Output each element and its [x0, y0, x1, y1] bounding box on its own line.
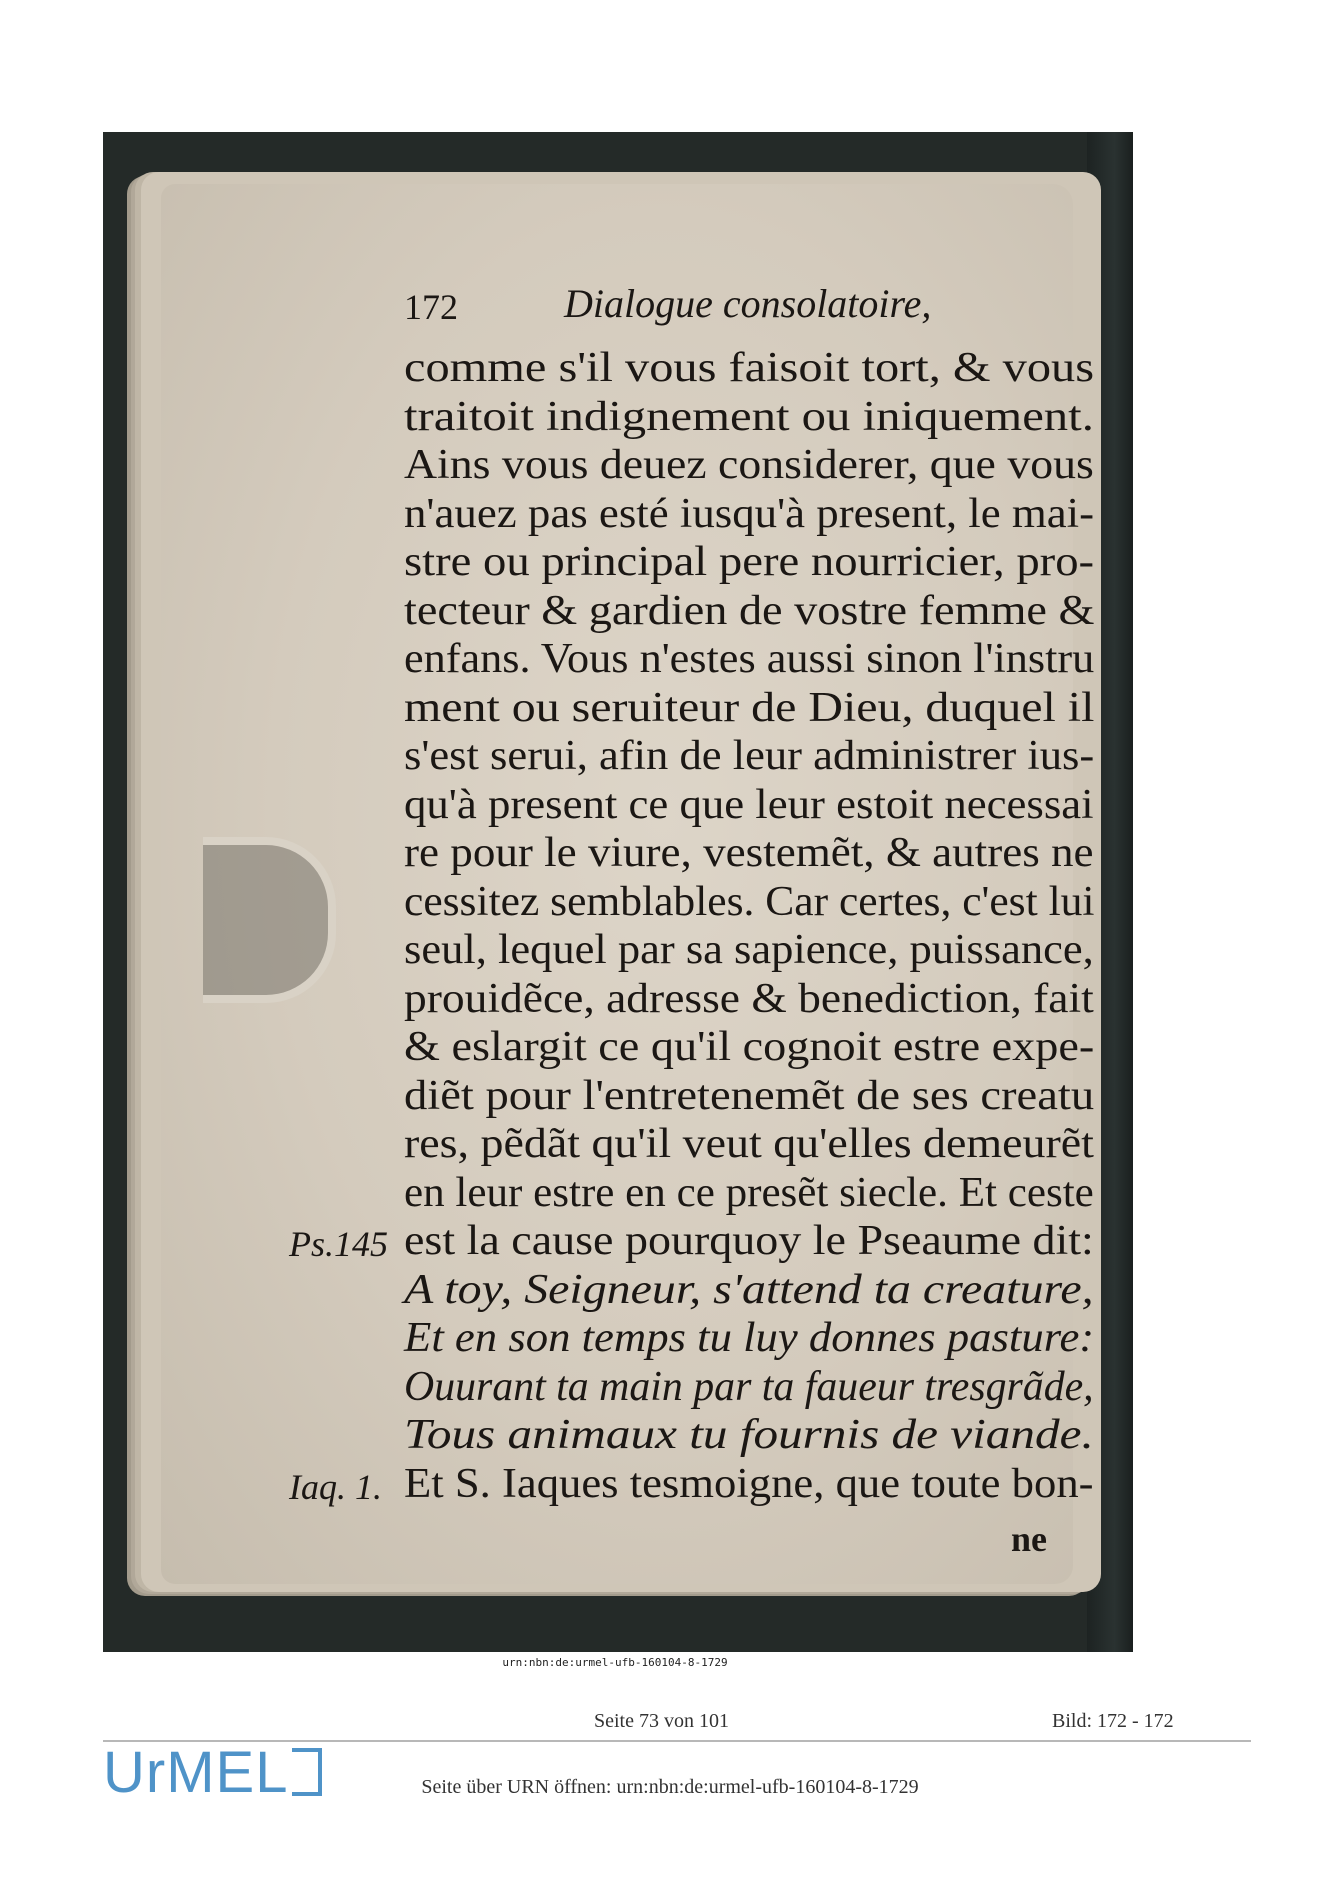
margin-note: Ps.145 — [289, 1224, 388, 1264]
text-line: qu'à present ce que leur estoit necessai — [404, 781, 1094, 828]
text-line: prouidẽce, adresse & benediction, fait — [404, 975, 1094, 1022]
text-line: seul, lequel par sa sapience, puissance, — [404, 927, 1094, 973]
text-line: & eslargit ce qu'il cognoit estre expe- — [404, 1024, 1095, 1070]
text-line: comme s'il vous faisoit tort, & vous — [404, 345, 1095, 391]
text-line: ment ou seruiteur de Dieu, duquel il — [404, 684, 1095, 731]
text-line: diẽt pour l'entretenemẽt de ses creatu — [404, 1072, 1095, 1119]
text-line: Et en son temps tu luy donnes pasture: — [404, 1315, 1095, 1361]
text-line: Ouurant ta main par ta faueur tresgrãde, — [404, 1363, 1094, 1410]
logo-text: UrMEL — [103, 1740, 289, 1805]
text-line: traitoit indignement ou iniquement. — [404, 393, 1094, 440]
margin-note: Iaq. 1. — [289, 1466, 382, 1507]
text-line: re pour le viure, vestemẽt, & autres ne — [404, 830, 1094, 876]
text-line: stre ou principal pere nourricier, pro- — [404, 539, 1095, 585]
page-counter: Seite 73 von 101 — [594, 1710, 729, 1732]
book-page — [161, 184, 1095, 1584]
page-clip — [203, 837, 336, 1003]
page-number: 172 — [404, 287, 458, 327]
text-line: res, pẽdãt qu'il veut qu'elles demeurẽt — [404, 1121, 1094, 1167]
text-line: enfans. Vous n'estes aussi sinon l'instru — [404, 636, 1095, 682]
text-line: s'est serui, afin de leur administrer ius- — [404, 733, 1095, 779]
urn-open-link[interactable]: Seite über URN öffnen: urn:nbn:de:urmel-ufb-160104-8-1729 — [421, 1776, 919, 1798]
urn-caption: urn:nbn:de:urmel-ufb-160104-8-1729 — [502, 1656, 728, 1669]
text-line: Tous animaux tu fournis de viande. — [404, 1412, 1094, 1458]
text-line: Ains vous deuez considerer, que vous — [404, 442, 1094, 488]
scanned-page-image — [103, 132, 1133, 1652]
page-header — [404, 280, 1124, 340]
text-line: en leur estre en ce presẽt siecle. Et ceste — [404, 1169, 1094, 1216]
image-counter: Bild: 172 - 172 — [1052, 1710, 1174, 1732]
running-title: Dialogue consolatoire, — [564, 281, 932, 326]
text-line: cessitez semblables. Car certes, c'est lui — [404, 878, 1095, 925]
text-line: est la cause pourquoy le Pseaume dit: — [404, 1218, 1094, 1264]
catchword: ne — [1011, 1519, 1047, 1559]
text-line: A toy, Seigneur, s'attend ta creature, — [404, 1266, 1094, 1313]
text-line: tecteur & gardien de vostre femme & — [404, 587, 1095, 634]
text-line: n'auez pas esté iusqu'à present, le mai- — [404, 490, 1095, 537]
text-line: Et S. Iaques tesmoigne, que toute bon- — [404, 1460, 1094, 1507]
